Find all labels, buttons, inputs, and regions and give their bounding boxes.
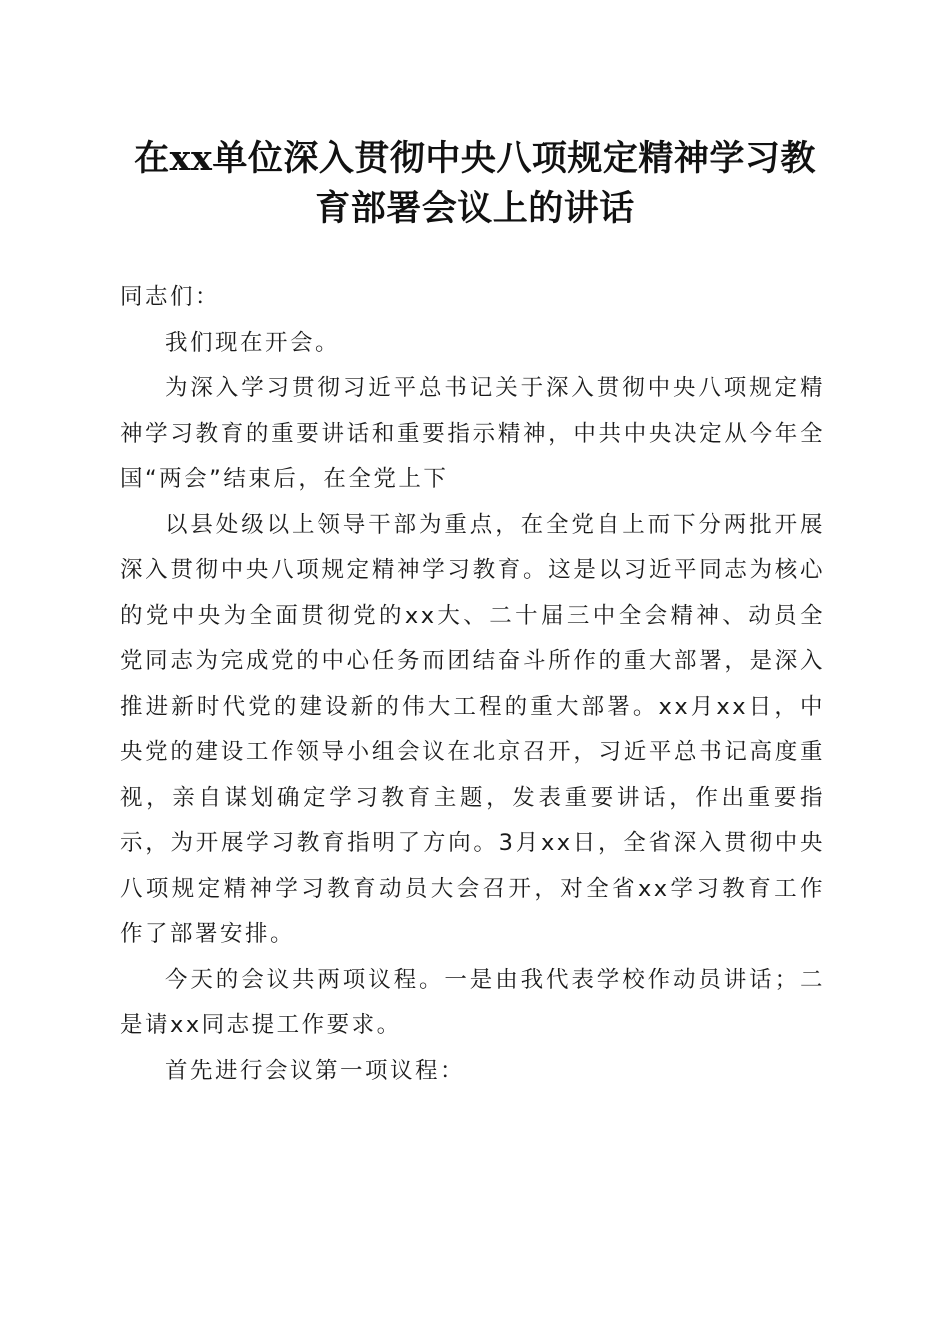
title-line-1: 在xx单位深入贯彻中央八项规定精神学习教 <box>134 138 816 179</box>
paragraph-agenda: 今天的会议共两项议程。一是由我代表学校作动员讲话；二是请xx同志提工作要求。 <box>120 966 825 1038</box>
paragraph-first-item: 首先进行会议第一项议程： <box>165 1057 466 1084</box>
paragraph-deployment: 以县处级以上领导干部为重点，在全党自上而下分两批开展深入贯彻中央八项规定精神学习教育。这是以习近平同志为核心的党中央为全面贯彻党的xx大、二十届三中全会精神、动员全党同志为完成党的中心任务而团结奋斗所作的重大部署，是深入推进新时代党的建设新的伟大工程的重大部署。xx月xx日，中央党的建设工作领导小组会议在北京召开，习近平总书记高度重视，亲自谋划确定学习教育主题，发表重要讲话，作出重要指示，为开展学习教育指明了方向。3月xx日，全省深入贯彻中央八项规定精神学习教育动员大会召开，对全省xx学习教育工作作了部署安排。 <box>120 511 825 947</box>
title-line-2: 育部署会议上的讲话 <box>315 188 635 229</box>
document-body <box>120 275 825 1094</box>
salutation: 同志们： <box>120 284 221 310</box>
paragraph-background: 为深入学习贯彻习近平总书记关于深入贯彻中央八项规定精神学习教育的重要讲话和重要指示精神，中共中央决定从今年全国“两会”结束后，在全党上下 <box>120 375 825 492</box>
document-title <box>110 134 840 234</box>
paragraph-opening: 我们现在开会。 <box>165 329 341 356</box>
